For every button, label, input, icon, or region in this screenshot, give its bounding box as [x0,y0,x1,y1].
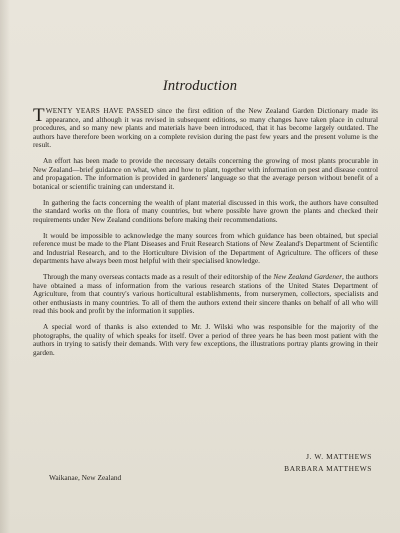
author-signatures [284,451,372,475]
place-of-writing: Waikanae, New Zealand [49,473,122,482]
paragraph-6: A special word of thanks is also extended to Mr. J. Wilski who was responsible for the majority of the photographs, the quality of which speaks for itself. Over a period of three years he has been most patient with the authors in trying to satisfy their demands. With very few exceptions, the illustrations portray plants growing in their garden. [33,322,378,357]
paragraph-1-lead: TWENTY YEARS HAVE PASSED [33,105,154,126]
paragraph-5-text-b: , the authors have obtained a mass of information from the various research stations of the United States Department of Agriculture, from that country's various horticultural establishments, from nurserymen, collectors, specialists and other enthusiasts in many countries. To all of them the authors extend their sincere thanks on behalf of all who will read this book and profit by the information it supplies. [33,272,378,316]
paragraph-1 [33,107,378,150]
author-1: J. W. MATTHEWS [306,452,372,461]
paragraph-3: In gathering the facts concerning the wealth of plant material discussed in this work, the authors have consulted the standard works on the flora of many countries, but where possible have grown the plants and checked their requirements under New Zealand conditions before making their recommendations. [33,197,378,224]
paragraph-4: It would be impossible to acknowledge the many sources from which guidance has been obtained, but special reference must be made to the Plant Diseases and Fruit Research Stations of New Zealand's Department of Scientific and Industrial Research, and to the Horticulture Division of the Department of Agriculture. The officers of these departments have always been most helpful with their specialised knowledge. [33,230,378,266]
author-2: BARBARA MATTHEWS [284,464,372,473]
paragraph-1-text: since the first edition of the New Zealand Garden Dictionary made its appearance, and although it was revised in subsequent editions, so many changes have taken place in cultural procedures, and so many new plants and materials have been introduced, that it has become largely outdated. The authors have therefore been working on a complete revision during the past few years and the present volume is the result. [33,106,378,149]
paragraph-5-publication-title: New Zealand Gardener [273,272,343,282]
introduction-body [33,107,378,365]
paragraph-5 [33,273,378,316]
paragraph-2: An effort has been made to provide the necessary details concerning the growing of most plants procurable in New Zealand—brief guidance on what, when and how to plant, together with information on pest and disease control and propagation. The information is provided in gardeners' language so that the average person without benefit of a botanical or scientific training can understand it. [33,156,378,191]
paragraph-5-text-a: Through the many overseas contacts made as a result of their editorship of the [43,272,274,282]
page-title: Introduction [162,78,238,94]
